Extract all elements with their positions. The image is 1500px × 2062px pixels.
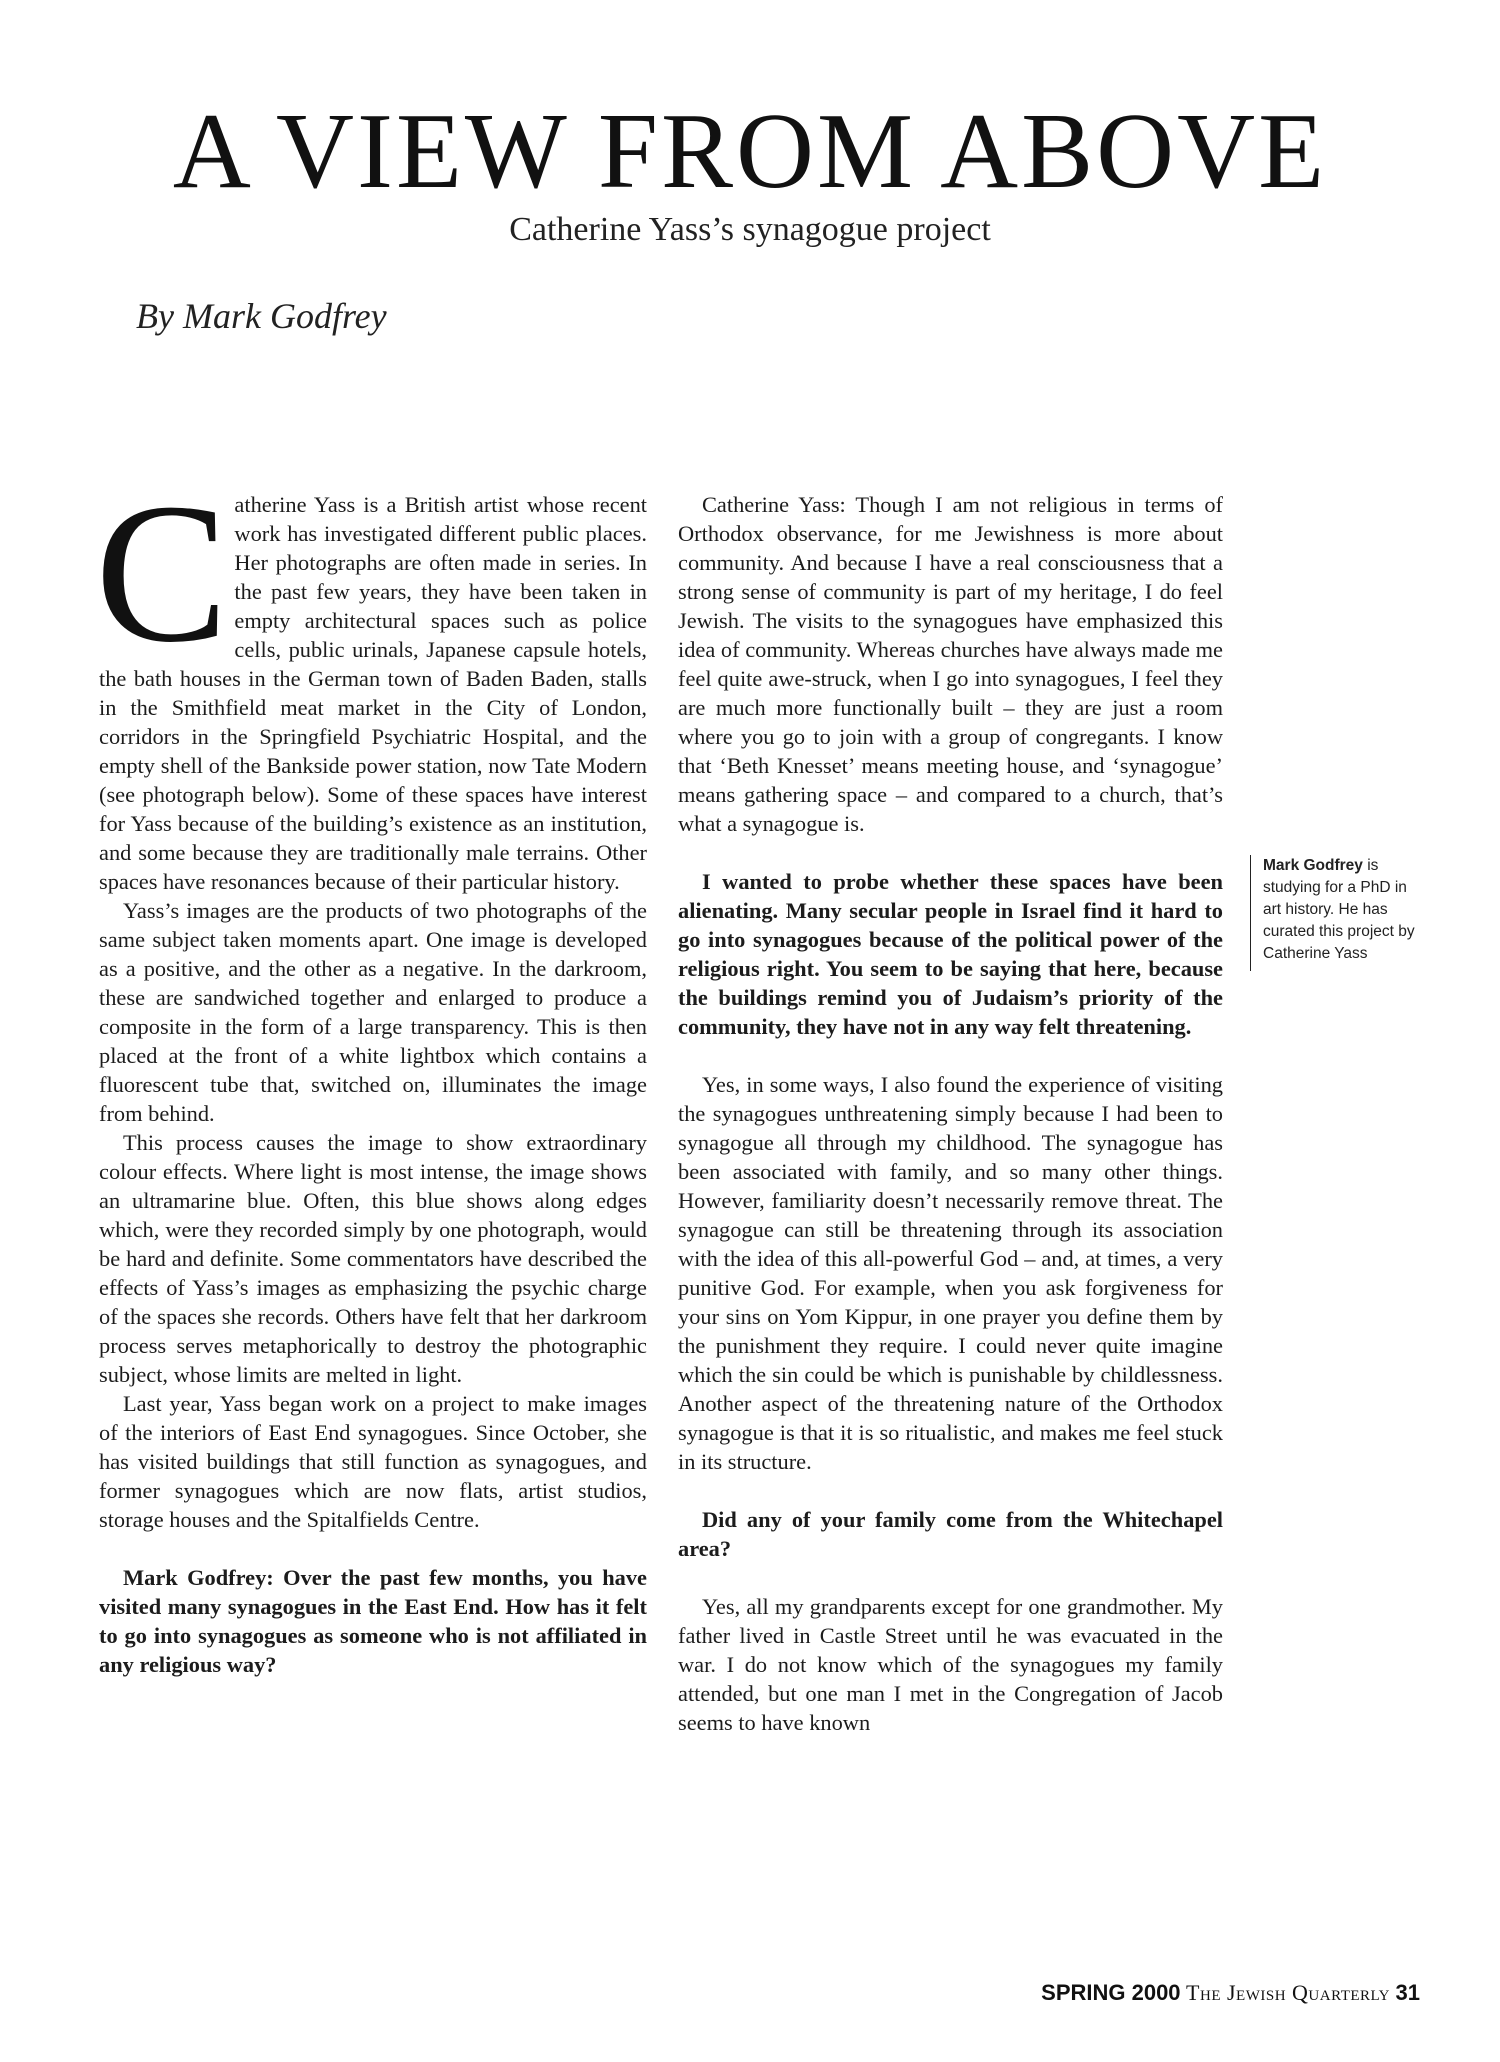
body-paragraph: Yass’s images are the products of two photographs of the same subject taken moments apart. One image is developed as a positive, and the other as a negative. In the darkroom, these are sandwiched together and enlarged to produce a composite in the form of a large transparency. This is then placed at the front of a white lightbox which contains a fluorescent tube that, switched on, illuminates the image from behind. <box>99 898 647 1126</box>
intro-text: atherine Yass is a British artist whose recent work has investigated different public places. Her photographs are often made in series. In the past few years, they have been taken in empty architectural spaces such as police cells, public urinals, Japanese capsule hotels, the bath houses in the German town of Baden Baden, stalls in the Smithfield meat market in the City of London, corridors in the Springfield Psychiatric Hospital, and the empty shell of the Bankside power station, now Tate Modern (see photograph below). Some of these spaces have interest for Yass because of the building’s existence as an institution, and some because they are traditionally male terrains. Other spaces have resonances because of their particular history. <box>99 492 647 894</box>
interview-question: Did any of your family come from the Whitechapel area? <box>678 1507 1223 1561</box>
body-paragraph: Last year, Yass began work on a project to make images of the interiors of East End synagogues. Since October, she has visited buildings that still function as synagogues, and former synagogues which are now flats, artist studios, storage houses and the Spitalfields Centre. <box>99 1391 647 1532</box>
byline: By Mark Godfrey <box>136 296 387 336</box>
author-bio-sidebar <box>1250 855 1428 971</box>
left-column <box>95 463 647 1708</box>
interview-answer: Yes, in some ways, I also found the experience of visiting the synagogues unthreatening simply because I had been to synagogue all through my childhood. The synagogue has been associated with family, and so many other things. However, familiarity doesn’t necessarily remove threat. The synagogue can still be threatening through its association with the idea of this all-powerful God – and, at times, a very punitive God. For example, when you ask forgiveness for your sins on Yom Kippur, in one prayer you define them by the punishment they require. I could never quite imagine which the sin could be which is punishable by childlessness. Another aspect of the threatening nature of the Orthodox synagogue is that it is so ritualistic, and makes me feel stuck in its structure. <box>678 1072 1223 1474</box>
right-column <box>678 490 1223 1737</box>
interview-answer: Catherine Yass: Though I am not religious in terms of Orthodox observance, for me Jewishness is more about community. And because I have a real consciousness that a strong sense of community is part of my heritage, I do feel Jewish. The visits to the synagogues have emphasized this idea of community. Whereas churches have always made me feel quite awe-struck, when I go into synagogues, I feel they are much more functionally built – they are just a room where you go to join with a group of congregants. I know that ‘Beth Knesset’ means meeting house, and ‘synagogue’ means gathering space – and compared to a church, that’s what a synagogue is. <box>678 492 1223 836</box>
issue-season: SPRING 2000 <box>1041 1980 1181 2005</box>
drop-cap: C <box>95 463 229 684</box>
page-footer <box>1041 1980 1420 2006</box>
article-subtitle: Catherine Yass’s synagogue project <box>509 211 991 248</box>
author-bio-text: is studying for a PhD in art history. He has curated this project by Catherine Yass <box>1263 857 1415 962</box>
intro-paragraph <box>95 463 647 896</box>
interview-answer: Yes, all my grandparents except for one grandmother. My father lived in Castle Street until he was evacuated in the war. I do not know which of the synagogues my family attended, but one man I met in the Congregation of Jacob seems to have known <box>678 1594 1223 1735</box>
body-paragraph: This process causes the image to show extraordinary colour effects. Where light is most intense, the image shows an ultramarine blue. Often, this blue shows along edges which, were they recorded simply by one photograph, would be hard and definite. Some commentators have described the effects of Yass’s images as emphasizing the psychic charge of the spaces she records. Others have felt that her darkroom process serves metaphorically to destroy the photographic subject, whose limits are melted in light. <box>99 1130 647 1387</box>
author-name: Mark Godfrey <box>1263 857 1363 874</box>
interview-question: I wanted to probe whether these spaces have been alienating. Many secular people in Israel find it hard to go into synagogues because of the political power of the religious right. You seem to be saying that here, because the buildings remind you of Judaism’s priority of the community, they have not in any way felt threatening. <box>678 869 1223 1039</box>
page-number: 31 <box>1395 1980 1420 2005</box>
interview-question: Mark Godfrey: Over the past few months, you have visited many synagogues in the East End. How has it felt to go into synagogues as someone who is not affiliated in any religious way? <box>99 1565 647 1677</box>
journal-name: The Jewish Quarterly <box>1186 1980 1391 2005</box>
article-title: A VIEW FROM ABOVE <box>172 92 1328 211</box>
